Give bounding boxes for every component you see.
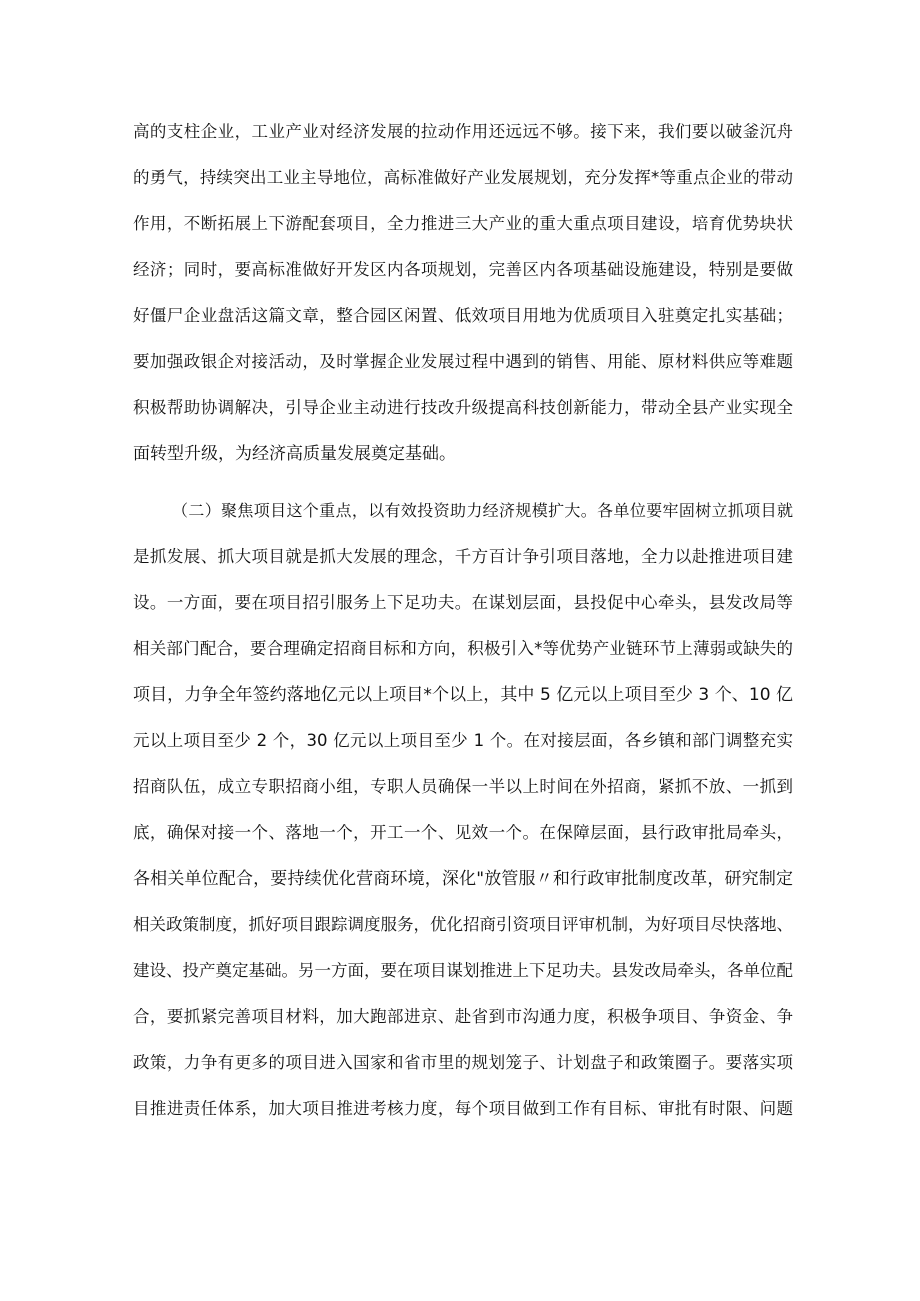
text-line: 经济；同时，要高标准做好开发区内各项规划，完善区内各项基础设施建设，特别是要做 — [133, 260, 793, 279]
text-line: 建设、投产奠定基础。另一方面，要在项目谋划推进上下足功夫。县发改局牵头，各单位配 — [133, 961, 793, 980]
text-line: 相关政策制度，抓好项目跟踪调度服务，优化招商引资项目评审机制，为好项目尽快落地、 — [133, 915, 793, 934]
text-line: 合，要抓紧完善项目材料，加大跑部进京、赴省到市沟通力度，积极争项目、争资金、争 — [133, 1007, 793, 1026]
text-line: 高的支柱企业，工业产业对经济发展的拉动作用还远远不够。接下来，我们要以破釜沉舟 — [133, 122, 793, 141]
text-line: 作用，不断拓展上下游配套项目，全力推进三大产业的重大重点项目建设，培育优势块状 — [133, 214, 793, 233]
section-heading-line: （二）聚焦项目这个重点，以有效投资助力经济规模扩大。各单位要牢固树立抓项目就 — [172, 501, 793, 520]
text-line: 招商队伍，成立专职招商小组，专职人员确保一半以上时间在外招商，紧抓不放、一抓到 — [133, 777, 793, 796]
text-line: 政策，力争有更多的项目进入国家和省市里的规划笼子、计划盘子和政策圈子。要落实项 — [133, 1053, 793, 1072]
text-line: 是抓发展、抓大项目就是抓大发展的理念，千方百计争引项目落地，全力以赴推进项目建 — [133, 547, 793, 566]
text-line: 底，确保对接一个、落地一个，开工一个、见效一个。在保障层面，县行政审批局牵头， — [133, 823, 793, 842]
text-line: 积极帮助协调解决，引导企业主动进行技改升级提高科技创新能力，带动全县产业实现全 — [133, 398, 793, 417]
text-line: 各相关单位配合，要持续优化营商环境，深化"放管服〃和行政审批制度改革，研究制定 — [133, 869, 793, 889]
text-line: 面转型升级，为经济高质量发展奠定基础。 — [133, 444, 456, 464]
text-line: 设。一方面，要在项目招引服务上下足功夫。在谋划层面，县投促中心牵头，县发改局等 — [133, 593, 793, 612]
text-line: 目推进责任体系，加大项目推进考核力度，每个项目做到工作有目标、审批有时限、问题 — [133, 1099, 793, 1118]
text-line: 项目，力争全年签约落地亿元以上项目*个以上，其中 5 亿元以上项目至少 3 个、10 亿 — [133, 685, 793, 705]
text-line: 要加强政银企对接活动，及时掌握企业发展过程中遇到的销售、用能、原材料供应等难题 — [133, 352, 793, 371]
text-line: 的勇气，持续突出工业主导地位，高标准做好产业发展规划，充分发挥*等重点企业的带动 — [133, 168, 793, 187]
text-line: 相关部门配合，要合理确定招商目标和方向，积极引入*等优势产业链环节上薄弱或缺失的 — [133, 639, 793, 658]
text-line: 元以上项目至少 2 个，30 亿元以上项目至少 1 个。在对接层面，各乡镇和部门调整充实 — [133, 731, 793, 750]
text-line: 好僵尸企业盘活这篇文章，整合园区闲置、低效项目用地为优质项目入驻奠定扎实基础； — [133, 306, 793, 325]
